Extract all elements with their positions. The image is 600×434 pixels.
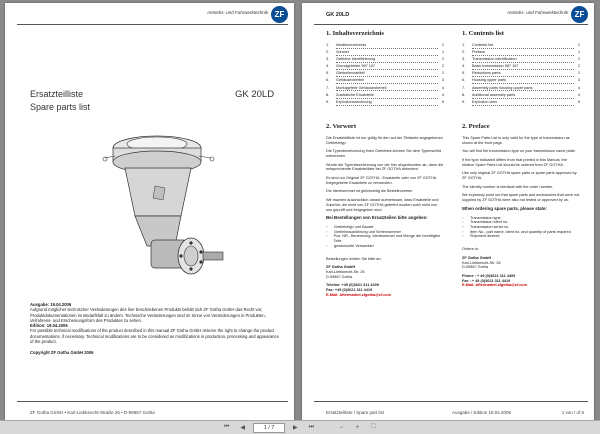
street-de: Karl-Liebknecht-Str. 26: [326, 269, 365, 274]
zoom-in-icon[interactable]: +: [355, 424, 360, 431]
toc-n: 6.: [462, 78, 466, 83]
email-de[interactable]: E-Mail: Aftermarket.zfgotha@zf.com: [326, 292, 391, 297]
toc-p: 5: [441, 99, 444, 104]
order-item: [326, 244, 444, 249]
preface-paragraph: If the type indicated differs from that printed in this Manual, the relative Spare Parts List should be ordered from ZF GOTHA.: [462, 157, 567, 167]
bullet-icon: ▫: [326, 243, 328, 248]
tel-de: Telefon: +49 (0)3621 311 4409: [326, 283, 379, 288]
toc-en-list: [462, 43, 580, 107]
order-item-text: Transmission serial no.: [470, 224, 509, 229]
toc-n: 6.: [326, 78, 330, 83]
order-en-list: [462, 216, 580, 240]
zf-logo-icon: ZF: [571, 6, 588, 23]
toc-label: Additional assembly parts: [472, 93, 574, 99]
street-en: Karl-Liebknecht-Str. 26: [462, 260, 501, 265]
order-item: [326, 234, 444, 243]
toc-label: Preface: [472, 50, 574, 56]
toc-p: 4: [441, 92, 444, 97]
cover-text-block: [30, 302, 280, 356]
cover-footer: ZF Gotha GmbH • Karl-Liebknecht-Straße 26 • D-99867 Gotha: [30, 410, 155, 415]
order-item-text: Getriebetyp und Bauart: [334, 224, 374, 229]
footer-left: Ersatzteilliste / Spare part list: [326, 410, 385, 415]
toc-p: 2: [441, 64, 444, 69]
toc-row[interactable]: [326, 57, 444, 64]
bullet-icon: ▫: [462, 234, 464, 239]
bullet-icon: ▫: [326, 234, 328, 239]
footer-right: 1 von / of 6: [561, 410, 584, 415]
preface-en-title: 2. Preface: [462, 122, 490, 130]
fax-en: Fax : + 49 (0)3621 311 4419: [462, 278, 511, 283]
preface-en-text: [462, 136, 580, 203]
order-item-text: Item No., part name, ident no. and quantity of parts required: [470, 229, 571, 234]
toc-n: 9.: [462, 99, 466, 104]
addr-de-intro: Bestellungen richten Sie bitte an:: [326, 256, 382, 261]
bullet-icon: ▫: [462, 224, 464, 229]
bullet-icon: ▫: [462, 220, 464, 225]
toc-n: 4.: [326, 64, 330, 69]
title-de: Ersatzteilliste: [30, 89, 84, 99]
toc-label: Vorwort: [336, 50, 438, 56]
preface-paragraph: The identity number is identical with the order number.: [462, 184, 554, 189]
prev-page-icon[interactable]: ◀: [240, 425, 245, 431]
toc-row[interactable]: [326, 93, 444, 100]
toc-n: 3.: [462, 57, 466, 62]
toc-p: 2: [577, 64, 580, 69]
toc-n: 8.: [326, 92, 330, 97]
toc-p: 1: [577, 50, 580, 55]
toc-n: 1.: [326, 43, 330, 47]
email-en[interactable]: E-Mail: Aftermarket.zfgotha@zf.com: [462, 283, 527, 288]
zoom-out-icon[interactable]: −: [339, 424, 344, 431]
order-item-text: gewünschte Versandart: [334, 243, 374, 248]
last-page-icon[interactable]: ⏭: [308, 424, 315, 430]
toc-n: 5.: [462, 71, 466, 76]
issue-de: Ausgabe: 19.04.2006: [30, 302, 72, 307]
toc-row[interactable]: [326, 64, 444, 71]
preface-paragraph: Die Identnummer ist gleichzeitig die Bestellnummer.: [326, 189, 414, 194]
order-de-list: [326, 225, 444, 249]
toc-row[interactable]: [462, 93, 580, 100]
gearbox-drawing-icon: [95, 128, 235, 293]
toc-n: 2.: [326, 50, 330, 55]
preface-paragraph: Es sind nur Original ZF GOTHA - Ersatzteile oder von ZF GOTHA freigegebene Ersatzteile zu verwenden.: [326, 176, 437, 185]
next-page-icon[interactable]: ▶: [293, 425, 298, 431]
preface-paragraph: We expressly point out that spare parts and accessories that were not supplied by ZF GOTHA were also not tested or approved by us.: [462, 193, 580, 203]
toc-de-title: 1. Inhaltsverzeichnis: [326, 30, 384, 37]
toc-label: Zusätzliche Ersatzteile: [336, 93, 438, 99]
toc-row[interactable]: [462, 57, 580, 64]
toc-label: Gleitrollenzahlteil: [336, 71, 438, 77]
toc-label: Contents list: [472, 43, 574, 49]
toc-row[interactable]: [462, 78, 580, 85]
toc-label: Reductions parts: [472, 71, 574, 77]
preface-paragraph: Wurde die Typenbezeichnung von der hier abgedruckten ab, dann die entsprechende Ersatzteilliste bei ZF GOTHA anfordern.: [326, 162, 444, 172]
copyright: Copyright ZF Gotha GmbH 2006: [30, 350, 94, 356]
toc-row[interactable]: [462, 64, 580, 71]
title-en: Spare parts list: [30, 102, 91, 112]
toc-n: 7.: [326, 85, 330, 90]
order-item-text: Pos. NR., Benennung, Identnummer und Menge der benötigten Teile: [333, 234, 441, 244]
notice-de: Aufgrund möglicher technischer Veränderungen des hier beschriebenen Produkts behält sich ZF Gotha GmbH das Recht vor, Produktdokumentationen im Bedarfsfall zu ändern. Technische Veränderungen sind im Sinne von Veränderungen in Produkten, Verfahrens- und Erscheinungsform des Produktes zu sehen.: [30, 307, 266, 323]
company-en: ZF Gotha GmbH: [462, 255, 492, 260]
brand-text: Antriebs- und Fahrwerktechnik: [506, 10, 568, 15]
phone-en: Phone : + 49 (0)3621 311 4409: [462, 273, 516, 278]
first-page-icon[interactable]: ⏮: [223, 424, 230, 430]
footer-rule: [314, 401, 588, 402]
notice-en: For possible technical modifications of the product described in this manual ZF Gotha GmbH reserve the right to change the product documentations, if necessary. Technical modifications are to be considered as modifications in production, processing and appearance of the product.: [30, 328, 279, 345]
order-item-text: Transmission type: [470, 215, 501, 220]
toc-label: Housing upper parts: [472, 78, 574, 84]
toc-row[interactable]: [462, 50, 580, 57]
toc-p: 2: [441, 57, 444, 62]
toc-n: 8.: [462, 92, 466, 97]
toc-n: 7.: [462, 85, 466, 90]
order-item-text: Getriebeausführung und Seriennummer: [334, 229, 401, 234]
toc-p: 1: [441, 43, 444, 47]
edition-en: Edition: 19.04.2006: [30, 323, 68, 329]
preface-paragraph: Wir machen ausdrücklich darauf aufmerksam, dass Ersatzteile und Zubehör, die nicht von ZF GOTHA geliefert wurden auch nicht von uns geprüft und freigegeben sind.: [326, 198, 439, 212]
toc-de-list: [326, 43, 444, 107]
toc-row[interactable]: [326, 43, 444, 50]
toc-row[interactable]: [326, 86, 444, 93]
toc-p: 1: [441, 50, 444, 55]
preface-paragraph: Use only original ZF GOTHA spare parts or spare parts approved by ZF GOTHA.: [462, 171, 577, 181]
page-indicator[interactable]: 1 / 7: [253, 423, 286, 433]
toc-label: Transmission identification: [472, 57, 574, 63]
bullet-icon: ▫: [462, 229, 464, 234]
toc-row[interactable]: [462, 43, 580, 50]
brand-text: Antriebs- und Fahrwerktechnik: [206, 10, 268, 15]
toc-label: Gehäuseoberteil: [336, 78, 438, 84]
bullet-icon: ▫: [326, 224, 328, 229]
toc-label: Assembly parts housing upper parts: [472, 86, 574, 92]
toc-p: 3: [577, 78, 580, 83]
toc-label: Grundgetriebe 967 167: [336, 64, 438, 70]
bullet-icon: ▫: [326, 229, 328, 234]
order-item-text: Transmission Ident no.: [470, 220, 509, 225]
page-cover: [5, 3, 294, 420]
toc-n: 3.: [326, 57, 330, 62]
order-de-title: Bei Bestellungen von Ersatzteilen bitte angeben:: [326, 215, 428, 221]
toc-p: 4: [577, 85, 580, 90]
toc-row[interactable]: [326, 71, 444, 78]
fax-de: Fax: +49 (0)3621 311 4419: [326, 288, 373, 293]
page-contents: [302, 3, 594, 420]
toc-p: 5: [577, 99, 580, 104]
model-name: GK 20LD: [235, 89, 275, 100]
toc-row[interactable]: [462, 86, 580, 93]
zf-logo-icon: ZF: [271, 6, 288, 23]
toc-row[interactable]: [326, 78, 444, 85]
header-rule: [17, 24, 288, 25]
toc-p: 4: [441, 85, 444, 90]
toc-label: Basic transmission 967 167: [472, 64, 574, 70]
header-model: GK 20LD: [326, 12, 350, 18]
order-item: [462, 234, 580, 239]
preface-de-title: 2. Vorwort: [326, 122, 357, 130]
toc-label: Explosionszeichnung: [336, 100, 438, 106]
preface-paragraph: Die Ersatzteilliste ist nur gültig für den auf der Titelseite angegebenen Getriebetyp.: [326, 135, 443, 145]
column-de: [326, 30, 444, 301]
footer-rule: [17, 401, 288, 402]
column-en: [462, 30, 580, 292]
toc-p: 2: [577, 71, 580, 76]
city-de: D-99867 Gotha: [326, 274, 352, 279]
toc-row[interactable]: [326, 50, 444, 57]
bullet-icon: ▫: [462, 215, 464, 220]
addr-en-intro: Orders to:: [462, 247, 479, 252]
toc-label: Explosion view: [472, 100, 574, 106]
toc-label: Montagefertr Gehäuseoberteil: [336, 86, 438, 92]
preface-paragraph: You will find the transmission type on your transmission name plate.: [462, 149, 576, 154]
toc-n: 9.: [326, 99, 330, 104]
preface-de-text: [326, 136, 444, 212]
toc-p: 3: [441, 78, 444, 83]
toc-n: 4.: [462, 64, 466, 69]
footer-mid: Ausgabe / Edition 19.04.2006: [452, 410, 512, 415]
city-en: D-99867 Gotha: [462, 265, 488, 270]
company-de: ZF Gotha GmbH: [326, 265, 356, 270]
order-item-text: Shipment desired: [470, 234, 500, 239]
fullscreen-icon[interactable]: ⛶: [371, 424, 376, 430]
toc-row[interactable]: [462, 100, 580, 107]
header-rule: [314, 24, 588, 25]
preface-paragraph: This Spare Parts List is only valid for the type of transmission as shown at the front page.: [462, 135, 570, 145]
toc-row[interactable]: [326, 100, 444, 107]
toc-en-title: 1. Contents list: [462, 30, 504, 37]
order-en-title: When ordering spare parts, please state:: [462, 205, 547, 211]
toc-row[interactable]: [462, 71, 580, 78]
toc-p: 2: [577, 57, 580, 62]
toc-n: 5.: [326, 71, 330, 76]
toc-n: 1.: [462, 43, 466, 47]
toc-n: 2.: [462, 50, 466, 55]
toc-label: Getriebe Identifizierung: [336, 57, 438, 63]
toc-p: 4: [577, 92, 580, 97]
viewer-toolbar: [0, 420, 600, 434]
preface-paragraph: Die Typenbezeichnung Ihres Getriebes können Sie dem Typenschild entnehmen.: [326, 149, 442, 158]
toc-p: 1: [577, 43, 580, 47]
toc-label: Inhaltsverzeichnis: [336, 43, 438, 49]
toc-p: 2: [441, 71, 444, 76]
